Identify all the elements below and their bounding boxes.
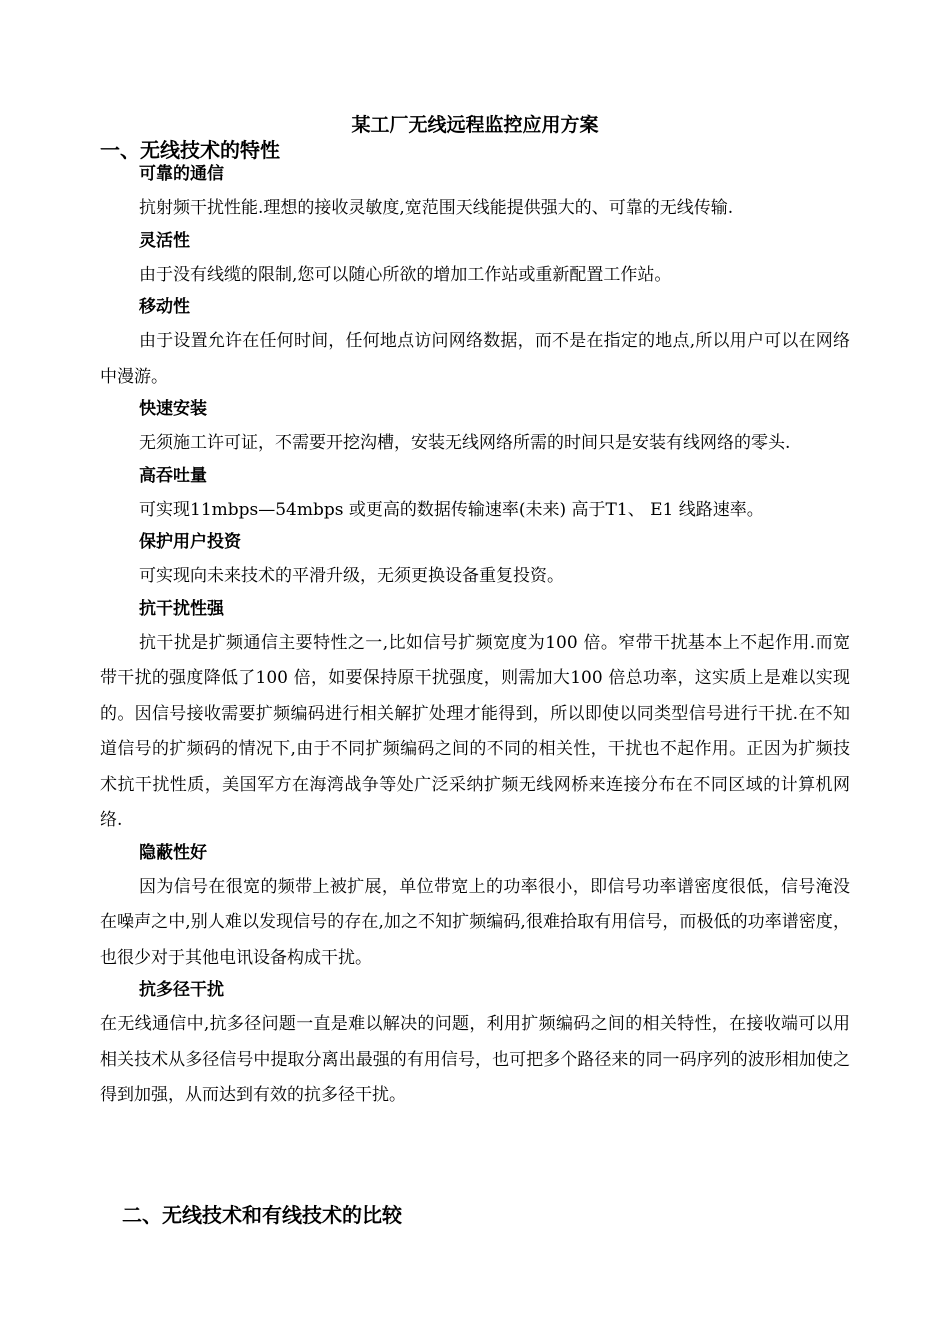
paragraph-concealment: 因为信号在很宽的频带上被扩展，单位带宽上的功率很小，即信号功率谱密度很低，信号淹没在噪声之中,别人难以发现信号的存在,加之不知扩频编码,很难拾取有用信号，而极低的功率谱密度，也很少对于其他电讯设备构成干扰。 bbox=[100, 876, 850, 968]
section-2-heading: 二、无线技术和有线技术的比较 bbox=[122, 1203, 402, 1227]
subheading-high-throughput: 高吞吐量 bbox=[139, 465, 207, 486]
subheading-reliable-communication: 可靠的通信 bbox=[139, 164, 224, 184]
paragraph-protect-investment: 可实现向未来技术的平滑升级，无须更换设备重复投资。 bbox=[139, 566, 564, 586]
paragraph-mobility: 由于设置允许在任何时间，任何地点访问网络数据，而不是在指定的地点,所以用户可以在网络中漫游。 bbox=[100, 331, 850, 387]
section-1-body bbox=[100, 163, 850, 1117]
subheading-protect-investment: 保护用户投资 bbox=[139, 532, 241, 552]
subheading-anti-multipath: 抗多径干扰 bbox=[139, 980, 224, 1000]
paragraph-flexibility: 由于没有线缆的限制,您可以随心所欲的增加工作站或重新配置工作站。 bbox=[139, 264, 672, 285]
paragraph-reliable-communication: 抗射频干扰性能.理想的接收灵敏度,宽范围天线能提供强大的、可靠的无线传输. bbox=[139, 198, 734, 218]
subheading-concealment: 隐蔽性好 bbox=[139, 842, 207, 863]
paragraph-high-throughput: 可实现11mbps—54mbps 或更高的数据传输速率(未来) 高于T1、 E1 线路速率。 bbox=[139, 499, 764, 520]
subheading-flexibility: 灵活性 bbox=[139, 230, 190, 251]
document-title: 某工厂无线远程监控应用方案 bbox=[351, 114, 599, 136]
subheading-anti-interference: 抗干扰性强 bbox=[139, 598, 224, 619]
section-1-heading: 一、无线技术的特性 bbox=[100, 138, 280, 162]
paragraph-anti-interference: 抗干扰是扩频通信主要特性之一,比如信号扩频宽度为100 倍。窄带干扰基本上不起作用.而宽带干扰的强度降低了100 倍，如要保持原干扰强度，则需加大100 倍总功率，这实质上是难以实现的。因信号接收需要扩频编码进行相关解扩处理才能得到，所以即使以同类型信号进行干扰.在不知道信号的扩频码的情况下,由于不同扩频编码之间的不同的相关性，干扰也不起作用。正因为扩频技术抗干扰性质，美国军方在海湾战争等处广泛采纳扩频无线网桥来连接分布在不同区域的计算机网络. bbox=[100, 632, 850, 830]
subheading-fast-installation: 快速安装 bbox=[139, 399, 207, 419]
paragraph-fast-installation: 无须施工许可证，不需要开挖沟槽，安装无线网络所需的时间只是安装有线网络的零头. bbox=[139, 433, 791, 453]
subheading-mobility: 移动性 bbox=[139, 297, 190, 317]
paragraph-anti-multipath: 在无线通信中,抗多径问题一直是难以解决的问题，利用扩频编码之间的相关特性，在接收端可以用相关技术从多径信号中提取分离出最强的有用信号，也可把多个路径来的同一码序列的波形相加使之得到加强，从而达到有效的抗多径干扰。 bbox=[100, 1014, 850, 1105]
